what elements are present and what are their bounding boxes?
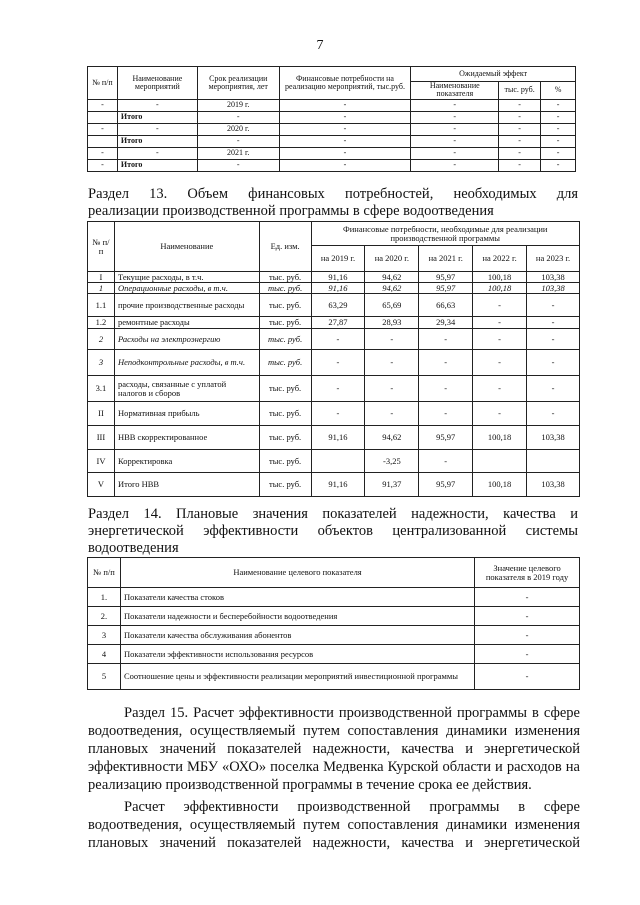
- cell: -: [475, 588, 580, 607]
- cell: -: [541, 135, 576, 147]
- cell: Показатели надежности и бесперебойности водоотведения: [120, 607, 474, 626]
- cell: тыс. руб.: [259, 350, 311, 376]
- col-year: на 2021 г.: [419, 246, 473, 272]
- cell: -: [365, 376, 419, 402]
- col-finance: Финансовые потребности на реализацию мероприятий, тыс.руб.: [279, 67, 411, 100]
- cell: Итого: [117, 111, 197, 123]
- cell: -: [365, 329, 419, 350]
- cell: -: [473, 350, 527, 376]
- cell: 65,69: [365, 294, 419, 317]
- cell: -: [499, 159, 541, 171]
- cell: 100,18: [473, 473, 527, 497]
- text-line: плановых значений показателей надежности, качества и энергетической: [88, 741, 580, 757]
- cell: 1.: [88, 588, 121, 607]
- cell: -: [411, 159, 499, 171]
- cell: [311, 450, 365, 473]
- col-name: Наименование целевого показателя: [120, 558, 474, 588]
- table-row: [88, 111, 576, 123]
- cell: I: [88, 272, 115, 283]
- cell: -: [88, 123, 118, 135]
- cell: -: [197, 135, 279, 147]
- cell: -: [311, 402, 365, 426]
- table-row: [88, 588, 580, 607]
- text-line: Раздел 15. Расчет эффективности производственной программы в сфере: [124, 705, 580, 721]
- col-effect-pct: %: [541, 82, 576, 100]
- cell: -: [117, 147, 197, 159]
- cell: -: [411, 123, 499, 135]
- cell: 1.1: [88, 294, 115, 317]
- cell: -: [499, 99, 541, 111]
- cell: 100,18: [473, 272, 527, 283]
- cell: 63,29: [311, 294, 365, 317]
- col-year: на 2023 г.: [527, 246, 580, 272]
- targets-table: [87, 557, 580, 690]
- table-row: [88, 376, 580, 402]
- cell: 100,18: [473, 426, 527, 450]
- cell: -: [473, 329, 527, 350]
- section-15-text: [88, 704, 580, 794]
- col-num: № п/п: [88, 67, 118, 100]
- cell: Текущие расходы, в т.ч.: [114, 272, 259, 283]
- cell: 103,38: [527, 283, 580, 294]
- cell: -: [473, 376, 527, 402]
- text-line: Расчет эффективности производственной программы в сфере: [124, 799, 580, 815]
- cell: 103,38: [527, 426, 580, 450]
- cell: -3,25: [365, 450, 419, 473]
- cell: 95,97: [419, 473, 473, 497]
- cell: -: [419, 329, 473, 350]
- cell: -: [365, 402, 419, 426]
- cell: IV: [88, 450, 115, 473]
- cell: -: [527, 329, 580, 350]
- col-year: на 2019 г.: [311, 246, 365, 272]
- section-13-heading: [88, 186, 578, 220]
- heading-line: реализации производственной программы в сфере водоотведения: [88, 203, 494, 219]
- cell: -: [541, 111, 576, 123]
- cell: 3: [88, 626, 121, 645]
- cell: III: [88, 426, 115, 450]
- cell: 2019 г.: [197, 99, 279, 111]
- col-name: Наименование: [114, 222, 259, 272]
- cell: тыс. руб.: [259, 376, 311, 402]
- table-row: [88, 607, 580, 626]
- table-row: [88, 626, 580, 645]
- cell: 3: [88, 350, 115, 376]
- col-num: № п/п: [88, 558, 121, 588]
- cell: -: [473, 294, 527, 317]
- cell: [473, 450, 527, 473]
- cell: Нормативная прибыль: [114, 402, 259, 426]
- cell: 27,87: [311, 317, 365, 329]
- table-row: [88, 147, 576, 159]
- cell: -: [541, 99, 576, 111]
- cell: Неподконтрольные расходы, в т.ч.: [114, 350, 259, 376]
- table-row: [88, 645, 580, 664]
- heading-line: Раздел 14. Плановые значения показателей надежности, качества и: [88, 506, 578, 522]
- table-row: [88, 664, 580, 690]
- col-effect-rub: тыс. руб.: [499, 82, 541, 100]
- cell: 1: [88, 283, 115, 294]
- cell: -: [411, 147, 499, 159]
- text-line: реализацию производственной программы в течение срока ее действия.: [88, 777, 532, 793]
- cell: -: [475, 645, 580, 664]
- cell: -: [473, 402, 527, 426]
- cell: Итого НВВ: [114, 473, 259, 497]
- cell: -: [311, 376, 365, 402]
- col-name: Наименование мероприятий: [117, 67, 197, 100]
- cell: -: [279, 99, 411, 111]
- cell: -: [88, 147, 118, 159]
- cell: 28,93: [365, 317, 419, 329]
- heading-line: водоотведения: [88, 540, 179, 556]
- table-row: [88, 426, 580, 450]
- col-value: Значение целевого показателя в 2019 году: [475, 558, 580, 588]
- text-line: водоотведения, осуществляемый путем сопоставления динамики изменения: [88, 817, 580, 833]
- cell: -: [475, 607, 580, 626]
- cell: -: [527, 402, 580, 426]
- cell: 95,97: [419, 272, 473, 283]
- cell: тыс. руб.: [259, 329, 311, 350]
- cell: 29,34: [419, 317, 473, 329]
- cell: НВВ скорректированное: [114, 426, 259, 450]
- cell: -: [279, 123, 411, 135]
- col-year: на 2022 г.: [473, 246, 527, 272]
- cell: [527, 450, 580, 473]
- cell: -: [499, 111, 541, 123]
- cell: тыс. руб.: [259, 283, 311, 294]
- cell: 103,38: [527, 473, 580, 497]
- cell: расходы, связанные с уплатой налогов и сборов: [114, 376, 259, 402]
- cell: 2.: [88, 607, 121, 626]
- cell: 2: [88, 329, 115, 350]
- cell: -: [411, 111, 499, 123]
- body-paragraph: [88, 798, 580, 852]
- table-row: [88, 350, 580, 376]
- cell: -: [419, 402, 473, 426]
- cell: -: [527, 350, 580, 376]
- cell: 94,62: [365, 272, 419, 283]
- cell: тыс. руб.: [259, 402, 311, 426]
- text-line: плановых значений показателей надежности, качества и энергетической: [88, 835, 580, 851]
- cell: Соотношение цены и эффективности реализации мероприятий инвестиционной программы: [120, 664, 474, 690]
- section-14-heading: [88, 506, 578, 557]
- cell: Корректировка: [114, 450, 259, 473]
- col-period: Срок реализации мероприятия, лет: [197, 67, 279, 100]
- cell: Показатели эффективности использования ресурсов: [120, 645, 474, 664]
- cell: 5: [88, 664, 121, 690]
- cell: 2021 г.: [197, 147, 279, 159]
- cell: -: [197, 159, 279, 171]
- cell: -: [541, 123, 576, 135]
- cell: 103,38: [527, 272, 580, 283]
- cell: V: [88, 473, 115, 497]
- table-row: [88, 294, 580, 317]
- col-year: на 2020 г.: [365, 246, 419, 272]
- table-row: [88, 283, 580, 294]
- cell: -: [279, 111, 411, 123]
- cell: -: [541, 159, 576, 171]
- measures-table: [87, 66, 576, 172]
- cell: II: [88, 402, 115, 426]
- cell: [88, 111, 118, 123]
- cell: -: [88, 99, 118, 111]
- cell: -: [499, 147, 541, 159]
- cell: -: [197, 111, 279, 123]
- col-effect: Ожидаемый эффект: [411, 67, 576, 82]
- cell: Расходы на электроэнергию: [114, 329, 259, 350]
- cell: тыс. руб.: [259, 426, 311, 450]
- cell: [88, 135, 118, 147]
- cell: 95,97: [419, 426, 473, 450]
- table-row: [88, 473, 580, 497]
- table-row: [88, 272, 580, 283]
- heading-line: энергетической эффективности объектов централизованной системы: [88, 523, 578, 539]
- cell: -: [475, 664, 580, 690]
- table-row: [88, 329, 580, 350]
- cell: -: [527, 376, 580, 402]
- cell: -: [117, 123, 197, 135]
- cell: ремонтные расходы: [114, 317, 259, 329]
- cell: Показатели качества обслуживания абонентов: [120, 626, 474, 645]
- cell: 100,18: [473, 283, 527, 294]
- col-finance: Финансовые потребности, необходимые для реализации производственной программы: [311, 222, 579, 246]
- cell: -: [419, 376, 473, 402]
- col-unit: Ед. изм.: [259, 222, 311, 272]
- table-row: [88, 135, 576, 147]
- cell: -: [411, 135, 499, 147]
- table-row: [88, 450, 580, 473]
- cell: -: [88, 159, 118, 171]
- cell: -: [311, 350, 365, 376]
- cell: -: [527, 294, 580, 317]
- text-line: водоотведения, осуществляемый путем сопоставления динамики изменения: [88, 723, 580, 739]
- cell: Итого: [117, 159, 197, 171]
- cell: -: [475, 626, 580, 645]
- table-row: [88, 159, 576, 171]
- col-num: № п/п: [88, 222, 115, 272]
- table-row: [88, 317, 580, 329]
- cell: -: [473, 317, 527, 329]
- cell: -: [279, 135, 411, 147]
- cell: -: [419, 350, 473, 376]
- col-effect-name: Наименование показателя: [411, 82, 499, 100]
- cell: -: [499, 135, 541, 147]
- cell: -: [279, 159, 411, 171]
- cell: тыс. руб.: [259, 294, 311, 317]
- cell: тыс. руб.: [259, 317, 311, 329]
- table-row: [88, 123, 576, 135]
- table-row: [88, 402, 580, 426]
- cell: 91,16: [311, 473, 365, 497]
- table-row: [88, 99, 576, 111]
- cell: 94,62: [365, 426, 419, 450]
- page-number: 7: [316, 38, 324, 53]
- cell: 94,62: [365, 283, 419, 294]
- cell: -: [527, 317, 580, 329]
- cell: 66,63: [419, 294, 473, 317]
- cell: 95,97: [419, 283, 473, 294]
- cell: -: [419, 450, 473, 473]
- cell: Операционные расходы, в т.ч.: [114, 283, 259, 294]
- cell: 1.2: [88, 317, 115, 329]
- cell: Показатели качества стоков: [120, 588, 474, 607]
- cell: Итого: [117, 135, 197, 147]
- cell: 91,16: [311, 426, 365, 450]
- finance-table: [87, 221, 580, 497]
- heading-line: Раздел 13. Объем финансовых потребностей, необходимых для: [88, 186, 578, 202]
- cell: -: [365, 350, 419, 376]
- cell: -: [411, 99, 499, 111]
- cell: 3.1: [88, 376, 115, 402]
- cell: 91,16: [311, 272, 365, 283]
- text-line: эффективности МБУ «ОХО» поселка Медвенка Курской области и расходов на: [88, 759, 580, 775]
- cell: тыс. руб.: [259, 272, 311, 283]
- cell: -: [541, 147, 576, 159]
- cell: тыс. руб.: [259, 473, 311, 497]
- cell: -: [499, 123, 541, 135]
- cell: -: [311, 329, 365, 350]
- cell: прочие производственные расходы: [114, 294, 259, 317]
- cell: -: [117, 99, 197, 111]
- cell: 4: [88, 645, 121, 664]
- cell: -: [279, 147, 411, 159]
- cell: 2020 г.: [197, 123, 279, 135]
- cell: тыс. руб.: [259, 450, 311, 473]
- cell: 91,37: [365, 473, 419, 497]
- cell: 91,16: [311, 283, 365, 294]
